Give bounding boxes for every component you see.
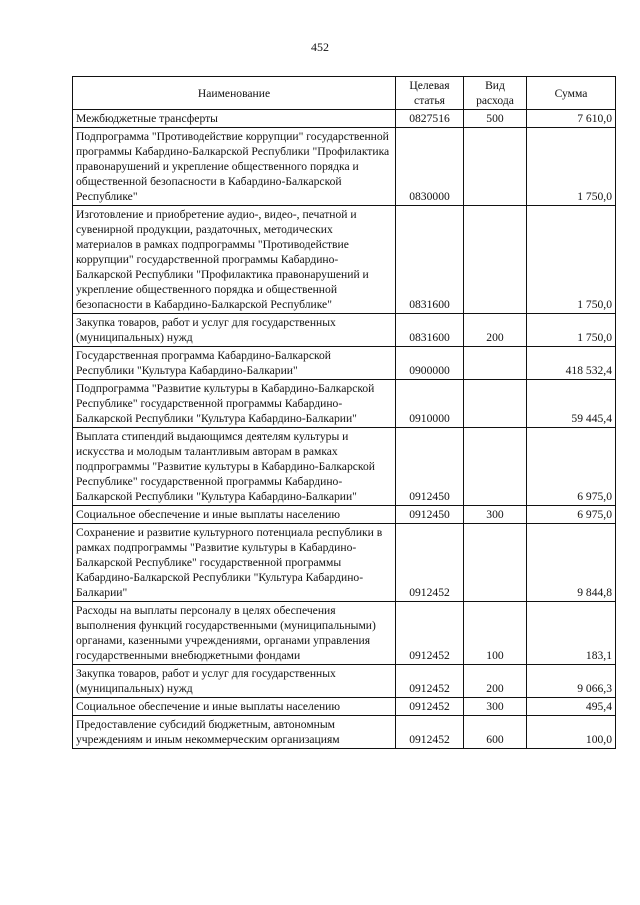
- row-name-cell: Государственная программа Кабардино-Балкарской Республики "Культура Кабардино-Балкарии": [73, 347, 396, 380]
- row-sum-cell: 7 610,0: [527, 110, 616, 128]
- row-sum-cell: 1 750,0: [527, 314, 616, 347]
- row-sum-cell: 6 975,0: [527, 428, 616, 506]
- row-name-cell: Закупка товаров, работ и услуг для государственных (муниципальных) нужд: [73, 665, 396, 698]
- table-row: [73, 347, 616, 380]
- row-name-cell: Подпрограмма "Развитие культуры в Кабардино-Балкарской Республике" государственной программы Кабардино-Балкарской Республики "Культура Кабардино-Балкарии": [73, 380, 396, 428]
- row-code-cell: 0900000: [396, 347, 464, 380]
- row-type-cell: 200: [464, 314, 527, 347]
- row-sum-cell: 418 532,4: [527, 347, 616, 380]
- table-header: [73, 77, 616, 110]
- row-type-cell: [464, 347, 527, 380]
- page-number: 452: [311, 40, 329, 54]
- row-type-cell: 100: [464, 602, 527, 665]
- row-sum-cell: 183,1: [527, 602, 616, 665]
- row-sum-cell: 495,4: [527, 698, 616, 716]
- header-name: Наименование: [73, 77, 396, 110]
- row-code-cell: 0912450: [396, 506, 464, 524]
- header-sum: Сумма: [527, 77, 616, 110]
- row-type-cell: 600: [464, 716, 527, 749]
- table-row: [73, 428, 616, 506]
- row-code-cell: 0912452: [396, 716, 464, 749]
- row-type-cell: [464, 380, 527, 428]
- row-code-cell: 0830000: [396, 128, 464, 206]
- header-code: Целевая статья: [396, 77, 464, 110]
- row-code-cell: 0912452: [396, 602, 464, 665]
- row-code-cell: 0912452: [396, 665, 464, 698]
- row-name-cell: Социальное обеспечение и иные выплаты населению: [73, 698, 396, 716]
- row-name-cell: Расходы на выплаты персоналу в целях обеспечения выполнения функций государственными (муниципальными) органами, казенными учреждениями, органами управления государственными внебюджетными фондами: [73, 602, 396, 665]
- table-row: [73, 506, 616, 524]
- row-sum-cell: 100,0: [527, 716, 616, 749]
- row-code-cell: 0912452: [396, 524, 464, 602]
- table-row: [73, 716, 616, 749]
- row-name-cell: Закупка товаров, работ и услуг для государственных (муниципальных) нужд: [73, 314, 396, 347]
- row-code-cell: 0831600: [396, 314, 464, 347]
- table-row: [73, 110, 616, 128]
- row-name-cell: Межбюджетные трансферты: [73, 110, 396, 128]
- table-row: [73, 314, 616, 347]
- budget-table: [72, 76, 616, 749]
- row-name-cell: Подпрограмма "Противодействие коррупции" государственной программы Кабардино-Балкарской Республики "Профилактика правонарушений и укрепление общественного порядка и общественной безопасности в Кабардино-Балкарской Республике": [73, 128, 396, 206]
- table-row: [73, 665, 616, 698]
- row-type-cell: 300: [464, 506, 527, 524]
- row-code-cell: 0831600: [396, 206, 464, 314]
- row-type-cell: 500: [464, 110, 527, 128]
- table-body: [73, 110, 616, 749]
- table-row: [73, 524, 616, 602]
- row-sum-cell: 1 750,0: [527, 128, 616, 206]
- table-row: [73, 128, 616, 206]
- row-sum-cell: 1 750,0: [527, 206, 616, 314]
- row-name-cell: Предоставление субсидий бюджетным, автономным учреждениям и иным некоммерческим организациям: [73, 716, 396, 749]
- header-type: Вид расхода: [464, 77, 527, 110]
- row-type-cell: [464, 524, 527, 602]
- row-type-cell: 200: [464, 665, 527, 698]
- table-row: [73, 206, 616, 314]
- row-code-cell: 0827516: [396, 110, 464, 128]
- row-name-cell: Выплата стипендий выдающимся деятелям культуры и искусства и молодым талантливым авторам в рамках подпрограммы "Развитие культуры в Кабардино-Балкарской Республике" государственной программы Кабардино-Балкарской Республики "Культура Кабардино-Балкарии": [73, 428, 396, 506]
- row-name-cell: Сохранение и развитие культурного потенциала республики в рамках подпрограммы "Развитие культуры в Кабардино-Балкарской Республике" государственной программы Кабардино-Балкарской Республики "Культура Кабардино-Балкарии": [73, 524, 396, 602]
- row-sum-cell: 9 844,8: [527, 524, 616, 602]
- row-code-cell: 0912452: [396, 698, 464, 716]
- row-type-cell: [464, 428, 527, 506]
- row-type-cell: 300: [464, 698, 527, 716]
- row-sum-cell: 6 975,0: [527, 506, 616, 524]
- row-code-cell: 0912450: [396, 428, 464, 506]
- table-row: [73, 698, 616, 716]
- table-row: [73, 602, 616, 665]
- row-sum-cell: 59 445,4: [527, 380, 616, 428]
- row-type-cell: [464, 128, 527, 206]
- row-sum-cell: 9 066,3: [527, 665, 616, 698]
- row-code-cell: 0910000: [396, 380, 464, 428]
- table-row: [73, 380, 616, 428]
- row-type-cell: [464, 206, 527, 314]
- row-name-cell: Изготовление и приобретение аудио-, видео-, печатной и сувенирной продукции, раздаточных, методических материалов в рамках подпрограммы "Противодействие коррупции" государственной программы Кабардино-Балкарской Республики "Профилактика правонарушений и укрепление общественного порядка и общественной безопасности в Кабардино-Балкарской Республике": [73, 206, 396, 314]
- row-name-cell: Социальное обеспечение и иные выплаты населению: [73, 506, 396, 524]
- header-row: [73, 77, 616, 110]
